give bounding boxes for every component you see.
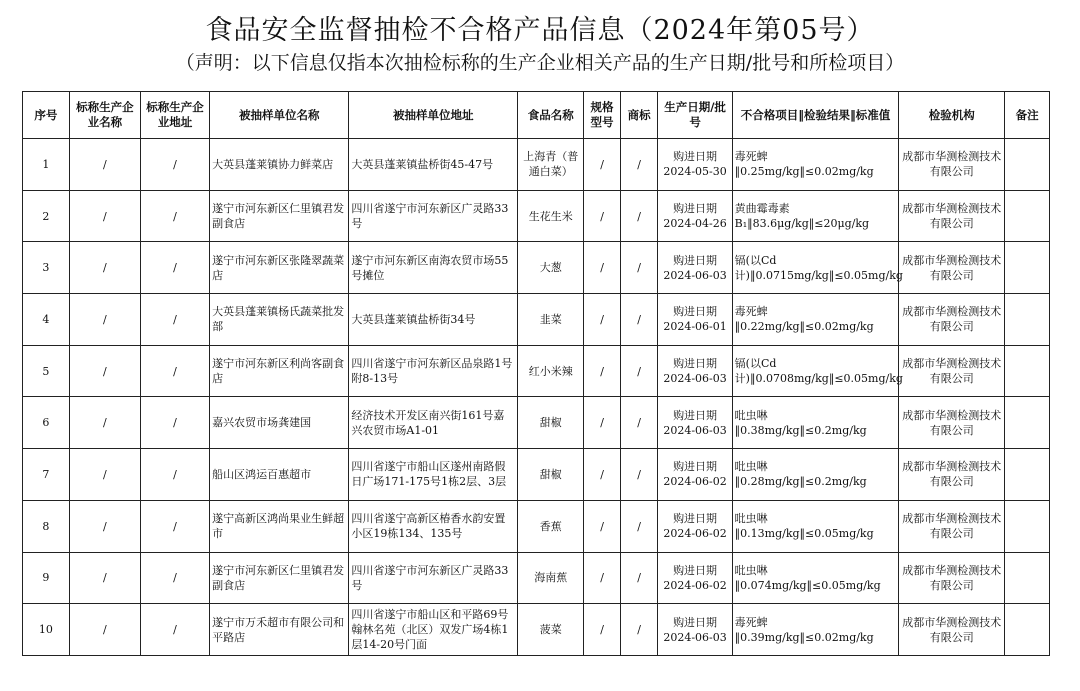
header-brand: 商标 xyxy=(620,92,658,139)
cell-manufacturer-address: / xyxy=(140,500,209,552)
cell-manufacturer-address: / xyxy=(140,242,209,294)
cell-food-name: 生花生米 xyxy=(518,190,584,242)
cell-manufacturer-name: / xyxy=(69,500,140,552)
cell-sampled-unit-name: 遂宁市河东新区张隆翠蔬菜店 xyxy=(210,242,349,294)
cell-remark xyxy=(1005,552,1050,604)
cell-remark xyxy=(1005,294,1050,346)
cell-sampled-unit-name: 大英县蓬莱镇协力鲜菜店 xyxy=(210,139,349,191)
cell-brand: / xyxy=(620,397,658,449)
cell-sampled-unit-address: 四川省遂宁高新区椿香水韵安置小区19栋134、135号 xyxy=(349,500,518,552)
table-row xyxy=(23,294,1050,346)
date-value: 2024-06-02 xyxy=(663,578,727,592)
table-header-row xyxy=(23,92,1050,139)
table-row xyxy=(23,345,1050,397)
cell-agency: 成都市华测检测技术有限公司 xyxy=(899,397,1005,449)
cell-remark xyxy=(1005,449,1050,501)
cell-sampled-unit-address: 大英县蓬莱镇盐桥街45-47号 xyxy=(349,139,518,191)
cell-manufacturer-name: / xyxy=(69,552,140,604)
cell-spec: / xyxy=(584,449,621,501)
header-food-name: 食品名称 xyxy=(518,92,584,139)
cell-seq: 9 xyxy=(23,552,70,604)
cell-item: 黄曲霉毒素B₁‖83.6μg/kg‖≤20μg/kg xyxy=(732,190,899,242)
cell-spec: / xyxy=(584,552,621,604)
cell-sampled-unit-address: 四川省遂宁市船山区遂州南路假日广场171-175号1栋2层、3层 xyxy=(349,449,518,501)
cell-food-name: 海南蕉 xyxy=(518,552,584,604)
cell-food-name: 甜椒 xyxy=(518,397,584,449)
header-sampled-unit-name: 被抽样单位名称 xyxy=(210,92,349,139)
cell-sampled-unit-name: 遂宁高新区鸿尚果业生鲜超市 xyxy=(210,500,349,552)
cell-brand: / xyxy=(620,552,658,604)
cell-remark xyxy=(1005,242,1050,294)
cell-seq: 1 xyxy=(23,139,70,191)
date-value: 2024-06-02 xyxy=(663,527,727,541)
cell-sampled-unit-address: 四川省遂宁市河东新区品泉路1号附8-13号 xyxy=(349,345,518,397)
cell-food-name: 韭菜 xyxy=(518,294,584,346)
table-row xyxy=(23,500,1050,552)
document-subtitle: （声明：以下信息仅指本次抽检标称的生产企业相关产品的生产日期/批号和所检项目） xyxy=(175,52,905,74)
cell-sampled-unit-name: 大英县蓬莱镇杨氏蔬菜批发部 xyxy=(210,294,349,346)
cell-manufacturer-address: / xyxy=(140,139,209,191)
cell-date xyxy=(658,345,732,397)
cell-sampled-unit-address: 遂宁市河东新区南海农贸市场55号摊位 xyxy=(349,242,518,294)
cell-agency: 成都市华测检测技术有限公司 xyxy=(899,294,1005,346)
cell-agency: 成都市华测检测技术有限公司 xyxy=(899,552,1005,604)
cell-spec: / xyxy=(584,397,621,449)
date-value: 2024-04-26 xyxy=(663,217,727,231)
cell-seq: 7 xyxy=(23,449,70,501)
date-label: 购进日期 xyxy=(673,305,718,319)
cell-brand: / xyxy=(620,449,658,501)
cell-seq: 6 xyxy=(23,397,70,449)
cell-spec: / xyxy=(584,500,621,552)
date-label: 购进日期 xyxy=(673,150,718,164)
date-value: 2024-06-03 xyxy=(663,268,727,282)
cell-manufacturer-name: / xyxy=(69,242,140,294)
cell-manufacturer-name: / xyxy=(69,604,140,656)
header-date: 生产日期/批号 xyxy=(658,92,732,139)
cell-seq: 10 xyxy=(23,604,70,656)
cell-sampled-unit-name: 嘉兴农贸市场龚建国 xyxy=(210,397,349,449)
cell-remark xyxy=(1005,500,1050,552)
cell-agency: 成都市华测检测技术有限公司 xyxy=(899,449,1005,501)
cell-sampled-unit-name: 遂宁市河东新区仁里镇君发副食店 xyxy=(210,190,349,242)
cell-agency: 成都市华测检测技术有限公司 xyxy=(899,242,1005,294)
cell-manufacturer-name: / xyxy=(69,294,140,346)
cell-manufacturer-address: / xyxy=(140,294,209,346)
header-sampled-unit-address: 被抽样单位地址 xyxy=(349,92,518,139)
document-title: 食品安全监督抽检不合格产品信息（2024年第05号） xyxy=(205,15,875,46)
cell-agency: 成都市华测检测技术有限公司 xyxy=(899,604,1005,656)
header-manufacturer-address: 标称生产企业地址 xyxy=(140,92,209,139)
cell-spec: / xyxy=(584,242,621,294)
cell-item: 镉(以Cd计)‖0.0715mg/kg‖≤0.05mg/kg xyxy=(732,242,899,294)
cell-agency: 成都市华测检测技术有限公司 xyxy=(899,345,1005,397)
cell-manufacturer-name: / xyxy=(69,139,140,191)
cell-sampled-unit-name: 遂宁市万禾超市有限公司和平路店 xyxy=(210,604,349,656)
cell-manufacturer-name: / xyxy=(69,190,140,242)
date-value: 2024-06-03 xyxy=(663,372,727,386)
cell-item: 吡虫啉‖0.074mg/kg‖≤0.05mg/kg xyxy=(732,552,899,604)
table-row xyxy=(23,604,1050,656)
cell-date xyxy=(658,294,732,346)
results-table xyxy=(22,91,1050,656)
cell-seq: 8 xyxy=(23,500,70,552)
cell-item: 毒死蜱‖0.39mg/kg‖≤0.02mg/kg xyxy=(732,604,899,656)
date-label: 购进日期 xyxy=(673,512,718,526)
cell-food-name: 香蕉 xyxy=(518,500,584,552)
header-spec: 规格型号 xyxy=(584,92,621,139)
cell-manufacturer-name: / xyxy=(69,397,140,449)
date-label: 购进日期 xyxy=(673,563,718,577)
cell-date xyxy=(658,552,732,604)
cell-date xyxy=(658,604,732,656)
cell-food-name: 甜椒 xyxy=(518,449,584,501)
cell-remark xyxy=(1005,190,1050,242)
header-seq: 序号 xyxy=(23,92,70,139)
cell-spec: / xyxy=(584,345,621,397)
header-remark: 备注 xyxy=(1005,92,1050,139)
header-agency: 检验机构 xyxy=(899,92,1005,139)
cell-remark xyxy=(1005,397,1050,449)
table-row xyxy=(23,449,1050,501)
cell-brand: / xyxy=(620,294,658,346)
cell-spec: / xyxy=(584,190,621,242)
cell-food-name: 红小米辣 xyxy=(518,345,584,397)
date-value: 2024-06-01 xyxy=(663,320,727,334)
cell-agency: 成都市华测检测技术有限公司 xyxy=(899,190,1005,242)
cell-remark xyxy=(1005,604,1050,656)
cell-item: 毒死蜱‖0.25mg/kg‖≤0.02mg/kg xyxy=(732,139,899,191)
cell-manufacturer-address: / xyxy=(140,397,209,449)
table-row xyxy=(23,552,1050,604)
cell-item: 镉(以Cd计)‖0.0708mg/kg‖≤0.05mg/kg xyxy=(732,345,899,397)
cell-brand: / xyxy=(620,190,658,242)
cell-item: 吡虫啉‖0.28mg/kg‖≤0.2mg/kg xyxy=(732,449,899,501)
cell-remark xyxy=(1005,139,1050,191)
table-row xyxy=(23,397,1050,449)
cell-sampled-unit-address: 四川省遂宁市船山区和平路69号翰林名苑（北区）双发广场4栋1层14-20号门面 xyxy=(349,604,518,656)
cell-date xyxy=(658,242,732,294)
date-label: 购进日期 xyxy=(673,202,718,216)
date-value: 2024-06-03 xyxy=(663,423,727,437)
header-manufacturer-name: 标称生产企业名称 xyxy=(69,92,140,139)
table-row xyxy=(23,242,1050,294)
cell-item: 毒死蜱‖0.22mg/kg‖≤0.02mg/kg xyxy=(732,294,899,346)
cell-brand: / xyxy=(620,500,658,552)
cell-manufacturer-address: / xyxy=(140,449,209,501)
cell-manufacturer-name: / xyxy=(69,449,140,501)
cell-brand: / xyxy=(620,139,658,191)
cell-food-name: 大葱 xyxy=(518,242,584,294)
cell-brand: / xyxy=(620,604,658,656)
cell-agency: 成都市华测检测技术有限公司 xyxy=(899,139,1005,191)
cell-manufacturer-address: / xyxy=(140,190,209,242)
cell-agency: 成都市华测检测技术有限公司 xyxy=(899,500,1005,552)
date-label: 购进日期 xyxy=(673,357,718,371)
header-item: 不合格项目‖检验结果‖标准值 xyxy=(732,92,899,139)
cell-sampled-unit-address: 四川省遂宁市河东新区广灵路33号 xyxy=(349,552,518,604)
cell-spec: / xyxy=(584,604,621,656)
cell-spec: / xyxy=(584,294,621,346)
table-row xyxy=(23,190,1050,242)
cell-sampled-unit-name: 遂宁市河东新区仁里镇君发副食店 xyxy=(210,552,349,604)
cell-item: 吡虫啉‖0.13mg/kg‖≤0.05mg/kg xyxy=(732,500,899,552)
table-row xyxy=(23,139,1050,191)
cell-seq: 4 xyxy=(23,294,70,346)
date-value: 2024-06-03 xyxy=(663,630,727,644)
cell-sampled-unit-address: 经济技术开发区南兴街161号嘉兴农贸市场A1-01 xyxy=(349,397,518,449)
date-label: 购进日期 xyxy=(673,408,718,422)
cell-manufacturer-address: / xyxy=(140,552,209,604)
date-label: 购进日期 xyxy=(673,615,718,629)
cell-brand: / xyxy=(620,242,658,294)
cell-date xyxy=(658,397,732,449)
cell-sampled-unit-address: 大英县蓬莱镇盐桥街34号 xyxy=(349,294,518,346)
cell-seq: 2 xyxy=(23,190,70,242)
cell-food-name: 上海青（普通白菜） xyxy=(518,139,584,191)
cell-date xyxy=(658,190,732,242)
cell-sampled-unit-name: 船山区鸿运百惠超市 xyxy=(210,449,349,501)
date-value: 2024-06-02 xyxy=(663,475,727,489)
date-label: 购进日期 xyxy=(673,253,718,267)
date-value: 2024-05-30 xyxy=(663,165,727,179)
cell-date xyxy=(658,449,732,501)
cell-remark xyxy=(1005,345,1050,397)
cell-seq: 3 xyxy=(23,242,70,294)
cell-food-name: 菠菜 xyxy=(518,604,584,656)
cell-manufacturer-name: / xyxy=(69,345,140,397)
cell-date xyxy=(658,500,732,552)
cell-manufacturer-address: / xyxy=(140,604,209,656)
cell-date xyxy=(658,139,732,191)
cell-item: 吡虫啉‖0.38mg/kg‖≤0.2mg/kg xyxy=(732,397,899,449)
cell-sampled-unit-name: 遂宁市河东新区利尚客副食店 xyxy=(210,345,349,397)
date-label: 购进日期 xyxy=(673,460,718,474)
cell-seq: 5 xyxy=(23,345,70,397)
cell-sampled-unit-address: 四川省遂宁市河东新区广灵路33号 xyxy=(349,190,518,242)
cell-brand: / xyxy=(620,345,658,397)
cell-manufacturer-address: / xyxy=(140,345,209,397)
cell-spec: / xyxy=(584,139,621,191)
